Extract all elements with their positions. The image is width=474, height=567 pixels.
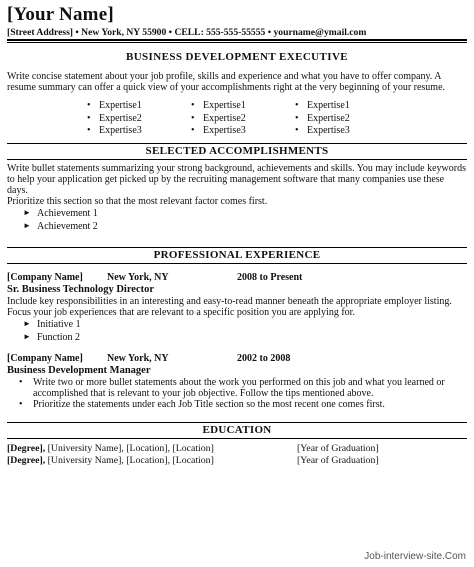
expertise-column [191, 100, 295, 138]
education-heading: EDUCATION [7, 422, 467, 439]
cell-phone: CELL: 555-555-55555 [174, 27, 266, 38]
resume-page [7, 4, 467, 467]
university-details: [University Name], [Location], [Location] [47, 442, 214, 454]
expertise-item [191, 113, 295, 126]
job-bullet-text: Write two or more bullet statements about the work you performed on this job and what you learned or accomplished that is relevant to your job objective. Follow the tips mentioned above. [33, 376, 445, 399]
right-triangle-icon: ► [23, 318, 31, 328]
contact-line [7, 27, 467, 38]
expertise-column [295, 100, 399, 138]
company-name: [Company Name] [7, 271, 83, 283]
job-item-label: Initiative 1 [37, 318, 81, 330]
achievement-label: Achievement 1 [37, 207, 98, 219]
education-row [7, 443, 467, 455]
education-details [7, 443, 297, 455]
email-address: yourname@ymail.com [273, 27, 367, 38]
accomplishments-priority-text: Prioritize this section so that the most relevant factor comes first. [7, 195, 268, 207]
bullet-dot-icon: • [19, 376, 23, 388]
job-location: New York, NY [107, 352, 169, 364]
achievement-item [23, 220, 467, 233]
job-title: Business Development Manager [7, 364, 151, 376]
degree: [Degree], [7, 442, 46, 454]
university-details: [University Name], [Location], [Location] [47, 454, 214, 466]
street-address: [Street Address] [7, 27, 73, 38]
accomplishments-heading: SELECTED ACCOMPLISHMENTS [7, 143, 467, 160]
bullet-dot-icon: • [19, 398, 23, 410]
right-triangle-icon: ► [23, 331, 31, 341]
expertise-label: Expertise2 [307, 112, 350, 124]
separator-dot: • [75, 27, 79, 38]
education-row [7, 455, 467, 467]
accomplishments-text: Write bullet statements summarizing your strong background, achievements and skills. You may include keywords to help your application get picked up by the recruiting management software that many companies use these days. [7, 162, 466, 196]
job-location: New York, NY [107, 271, 169, 283]
expertise-label: Expertise1 [307, 100, 350, 111]
expertise-label: Expertise3 [307, 125, 350, 136]
footer-watermark: Job-interview-site.Com [364, 551, 466, 562]
expertise-item [87, 125, 191, 138]
job-title: Sr. Business Technology Director [7, 283, 155, 295]
education-details [7, 455, 297, 467]
separator-dot: • [267, 27, 272, 38]
spacer [7, 233, 467, 247]
job-item-label: Function 2 [37, 331, 81, 343]
job-header [7, 272, 467, 284]
expertise-item [191, 100, 295, 113]
bullet-dot-icon: • [191, 125, 195, 136]
job-focus-text: Focus your job experiences that are relevant to a specific position you are applying for. [7, 306, 355, 318]
header-rule-thick [7, 39, 467, 41]
achievement-item [23, 207, 467, 220]
expertise-item [295, 113, 399, 126]
job-description: Include key responsibilities in an interesting and easy-to-read manner beneath the appropriate employer listing. [7, 295, 452, 307]
company-name: [Company Name] [7, 352, 83, 364]
right-triangle-icon: ► [23, 207, 31, 217]
achievements-list [23, 207, 467, 233]
bullet-dot-icon: • [87, 112, 91, 124]
separator-dot: • [168, 27, 173, 38]
bullet-dot-icon: • [295, 100, 299, 111]
bullet-dot-icon: • [191, 100, 195, 111]
job-bullet [19, 377, 467, 399]
spacer [7, 410, 467, 422]
job-header [7, 353, 467, 365]
expertise-label: Expertise3 [203, 125, 246, 136]
job-item [23, 318, 467, 331]
graduation-year: [Year of Graduation] [297, 454, 379, 466]
expertise-label: Expertise2 [99, 112, 142, 124]
bullet-dot-icon: • [87, 100, 91, 111]
bullet-dot-icon: • [295, 125, 299, 136]
job-dates: 2008 to Present [237, 271, 303, 283]
bullet-dot-icon: • [87, 125, 91, 136]
expertise-item [191, 125, 295, 138]
expertise-item [87, 113, 191, 126]
summary-text: Write concise statement about your job profile, skills and experience and what you have to offer company. A resume summary can offer a quick view of your accomplishments right at the very beginning of your resume. [7, 71, 446, 93]
bullet-dot-icon: • [295, 112, 299, 124]
expertise-label: Expertise1 [99, 100, 142, 111]
job-item [23, 331, 467, 344]
expertise-item [295, 125, 399, 138]
objective-title: BUSINESS DEVELOPMENT EXECUTIVE [125, 51, 349, 63]
expertise-item [295, 100, 399, 113]
right-triangle-icon: ► [23, 220, 31, 230]
achievement-label: Achievement 2 [37, 220, 98, 232]
job-dates: 2002 to 2008 [237, 352, 291, 364]
experience-heading: PROFESSIONAL EXPERIENCE [7, 247, 467, 264]
expertise-item [87, 100, 191, 113]
expertise-column [87, 100, 191, 138]
job-items-list [23, 318, 467, 344]
city-state-zip: New York, NY 55900 [81, 27, 167, 38]
expertise-label: Expertise2 [203, 112, 246, 124]
expertise-label: Expertise1 [203, 100, 246, 111]
degree: [Degree], [7, 454, 46, 466]
job-bullet [19, 399, 467, 410]
expertise-label: Expertise3 [99, 125, 142, 136]
expertise-grid [7, 100, 467, 138]
bullet-dot-icon: • [191, 112, 195, 124]
header-rule-thin [7, 42, 467, 43]
applicant-name: [Your Name] [7, 4, 114, 25]
graduation-year: [Year of Graduation] [297, 442, 379, 454]
job-bullets [19, 377, 467, 410]
job-bullet-text: Prioritize the statements under each Job Title section so the most recent one comes first. [33, 398, 385, 410]
